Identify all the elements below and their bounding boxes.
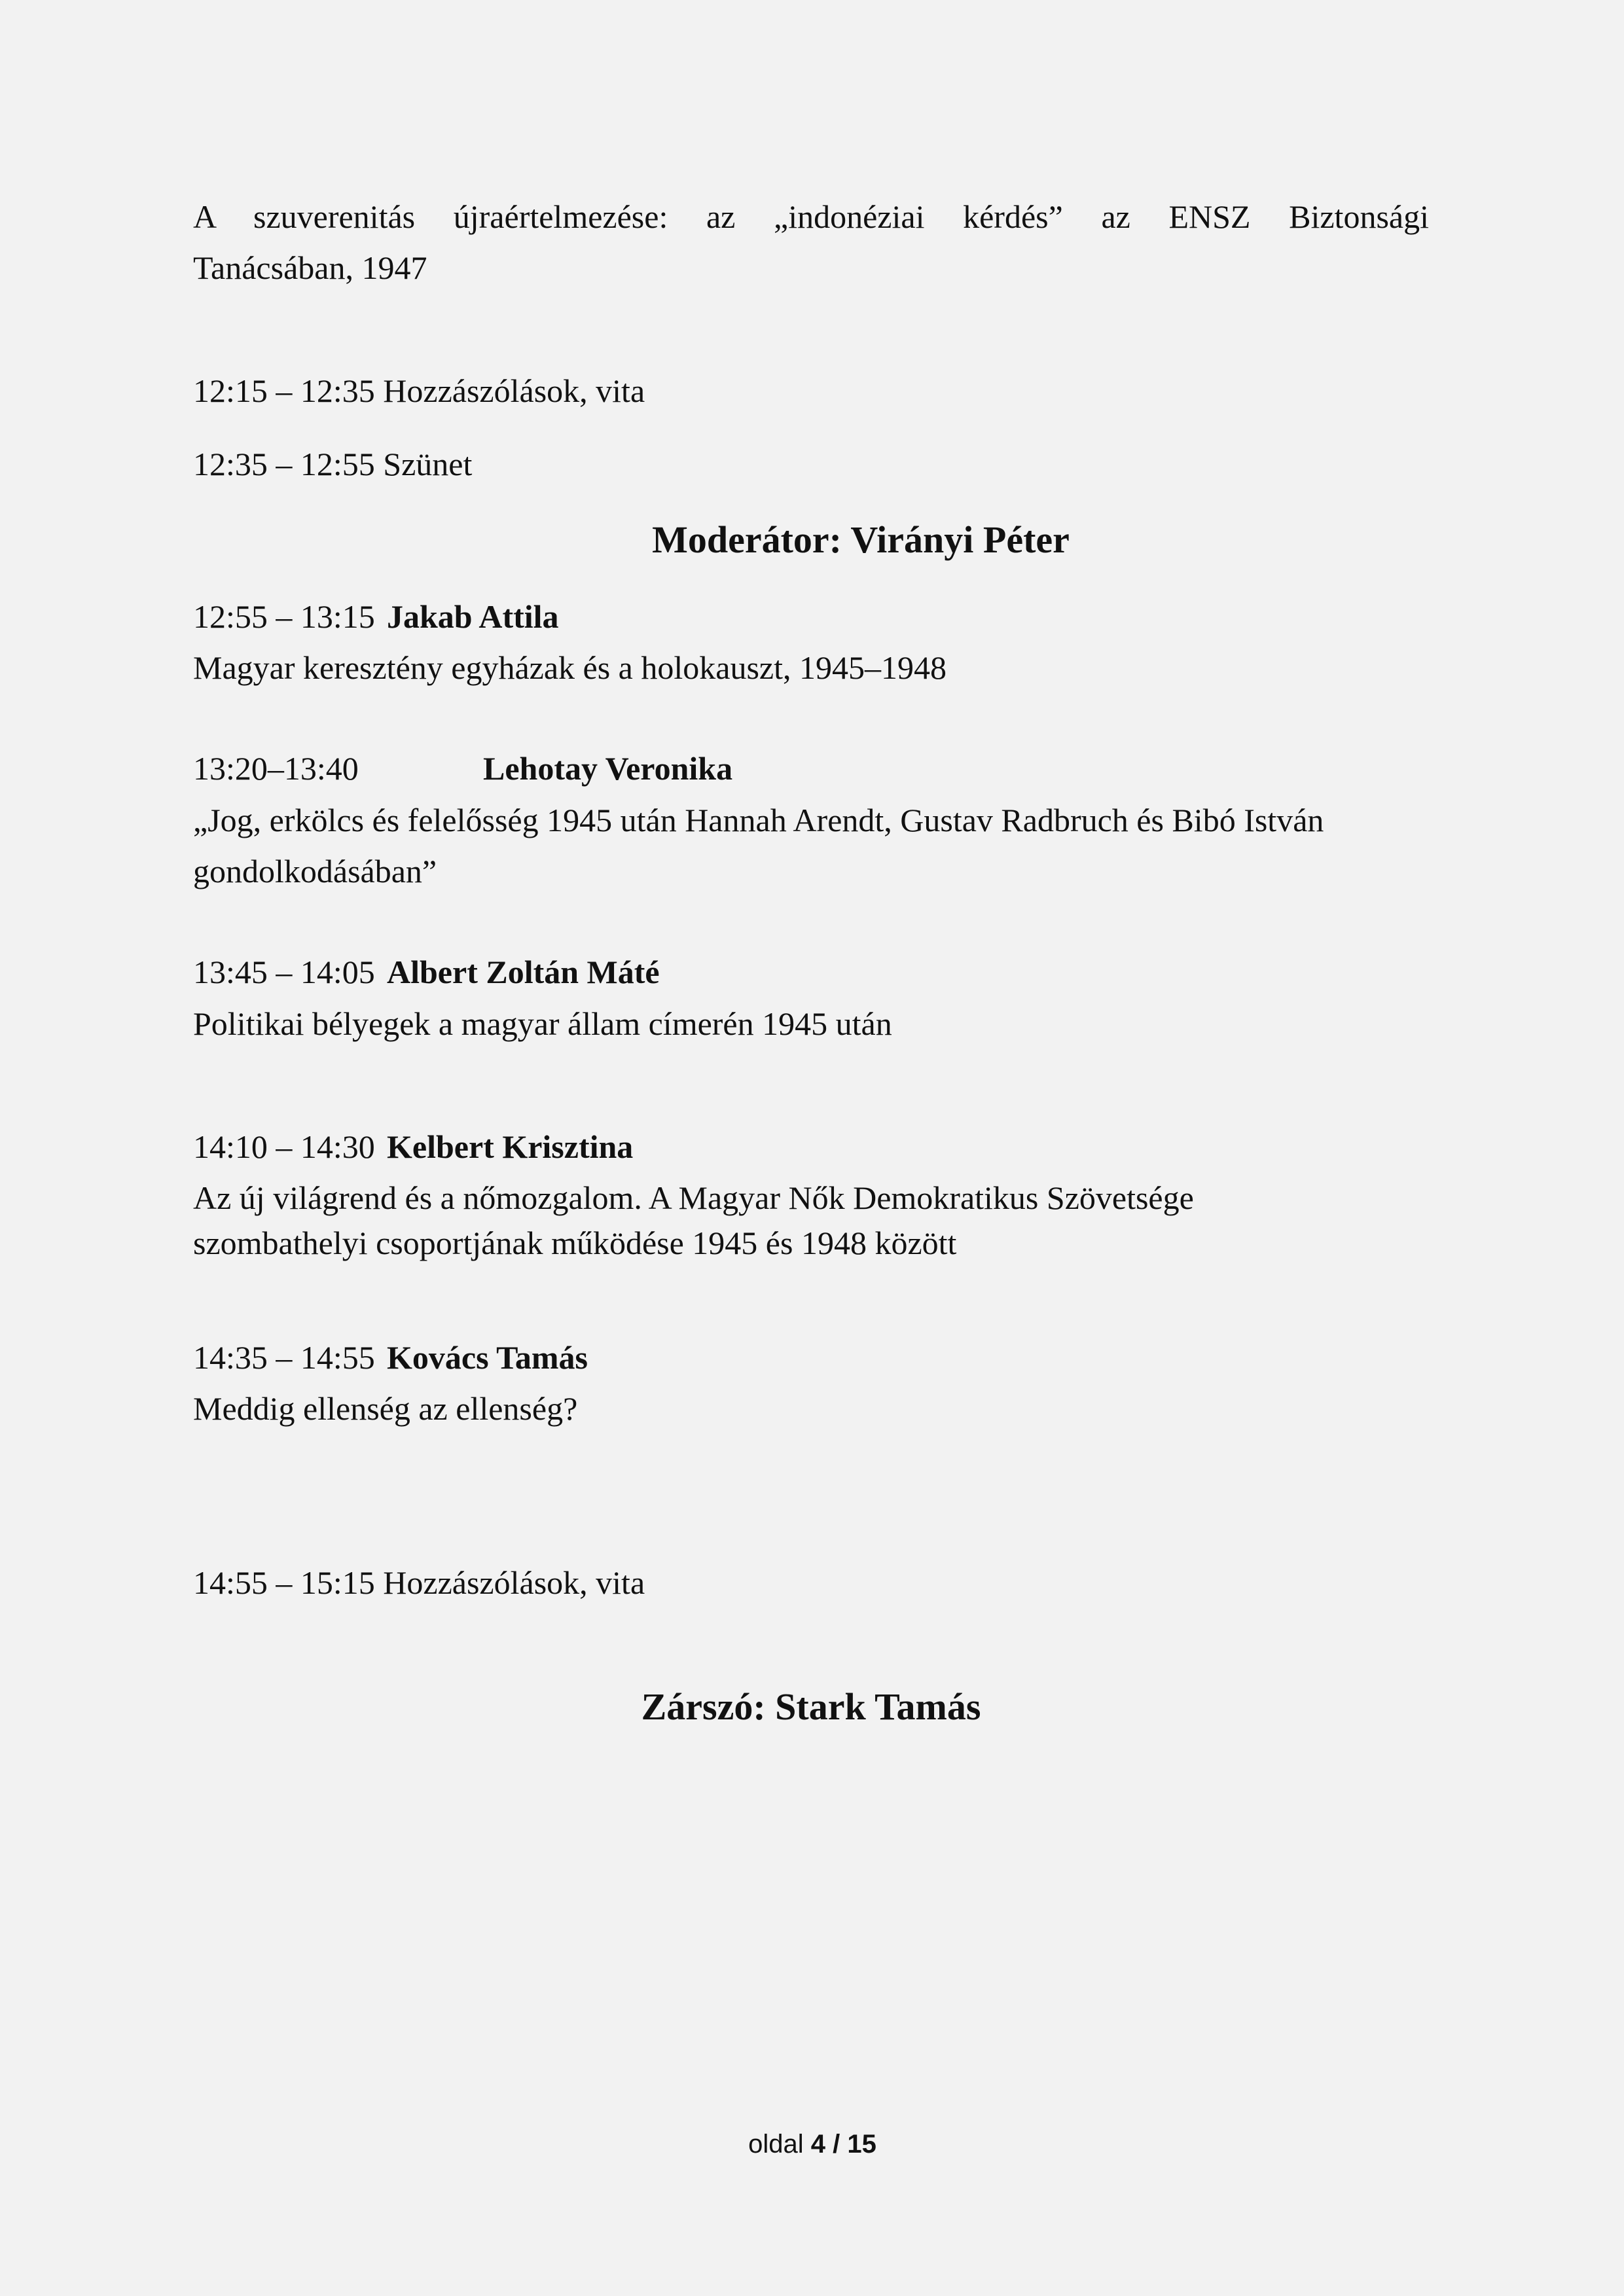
talk-speaker: Kovács Tamás [387,1339,588,1376]
closing-heading: Zárszó: Stark Tamás [641,1685,981,1728]
talk-time: 14:10 – 14:30 [193,1128,375,1165]
break-pause: 12:35 – 12:55 Szünet [193,446,473,482]
talk-title: Az új világrend és a nőmozgalom. A Magyar Nők Demokratikus Szövetsége [193,1179,1194,1216]
talk-title: szombathelyi csoportjának működése 1945 és 1948 között [193,1225,957,1261]
moderator-heading: Moderátor: Virányi Péter [652,518,1070,561]
page-prefix: oldal [748,2130,804,2159]
talk-speaker: Jakab Attila [387,598,559,635]
talk-title: Politikai bélyegek a magyar állam címerén 1945 után [193,1005,892,1042]
talk-title: „Jog, erkölcs és felelősség 1945 után Hannah Arendt, Gustav Radbruch és Bibó István [193,802,1324,838]
talk-speaker: Albert Zoltán Máté [387,954,660,990]
talk-time: 14:35 – 14:55 [193,1339,375,1376]
talk-time: 13:45 – 14:05 [193,954,375,990]
page-count: 4 / 15 [810,2130,876,2159]
talk-title: Magyar keresztény egyházak és a holokauszt, 1945–1948 [193,649,947,686]
talk-time: 13:20–13:40 [193,750,359,787]
page-number [748,2130,876,2159]
talk-title: Meddig ellenség az ellenség? [193,1390,578,1427]
talk-time: 12:55 – 13:15 [193,598,375,635]
break-discussion: 12:15 – 12:35 Hozzászólások, vita [193,372,645,409]
talk-title: gondolkodásában” [193,853,437,889]
talk-speaker: Lehotay Veronika [483,750,733,787]
intro-title-line1: A szuverenitás újraértelmezése: az „indonéziai kérdés” az ENSZ Biztonsági [193,198,1429,235]
talk-speaker: Kelbert Krisztina [387,1128,634,1165]
final-discussion: 14:55 – 15:15 Hozzászólások, vita [193,1564,645,1601]
intro-title-line2: Tanácsában, 1947 [193,249,427,286]
